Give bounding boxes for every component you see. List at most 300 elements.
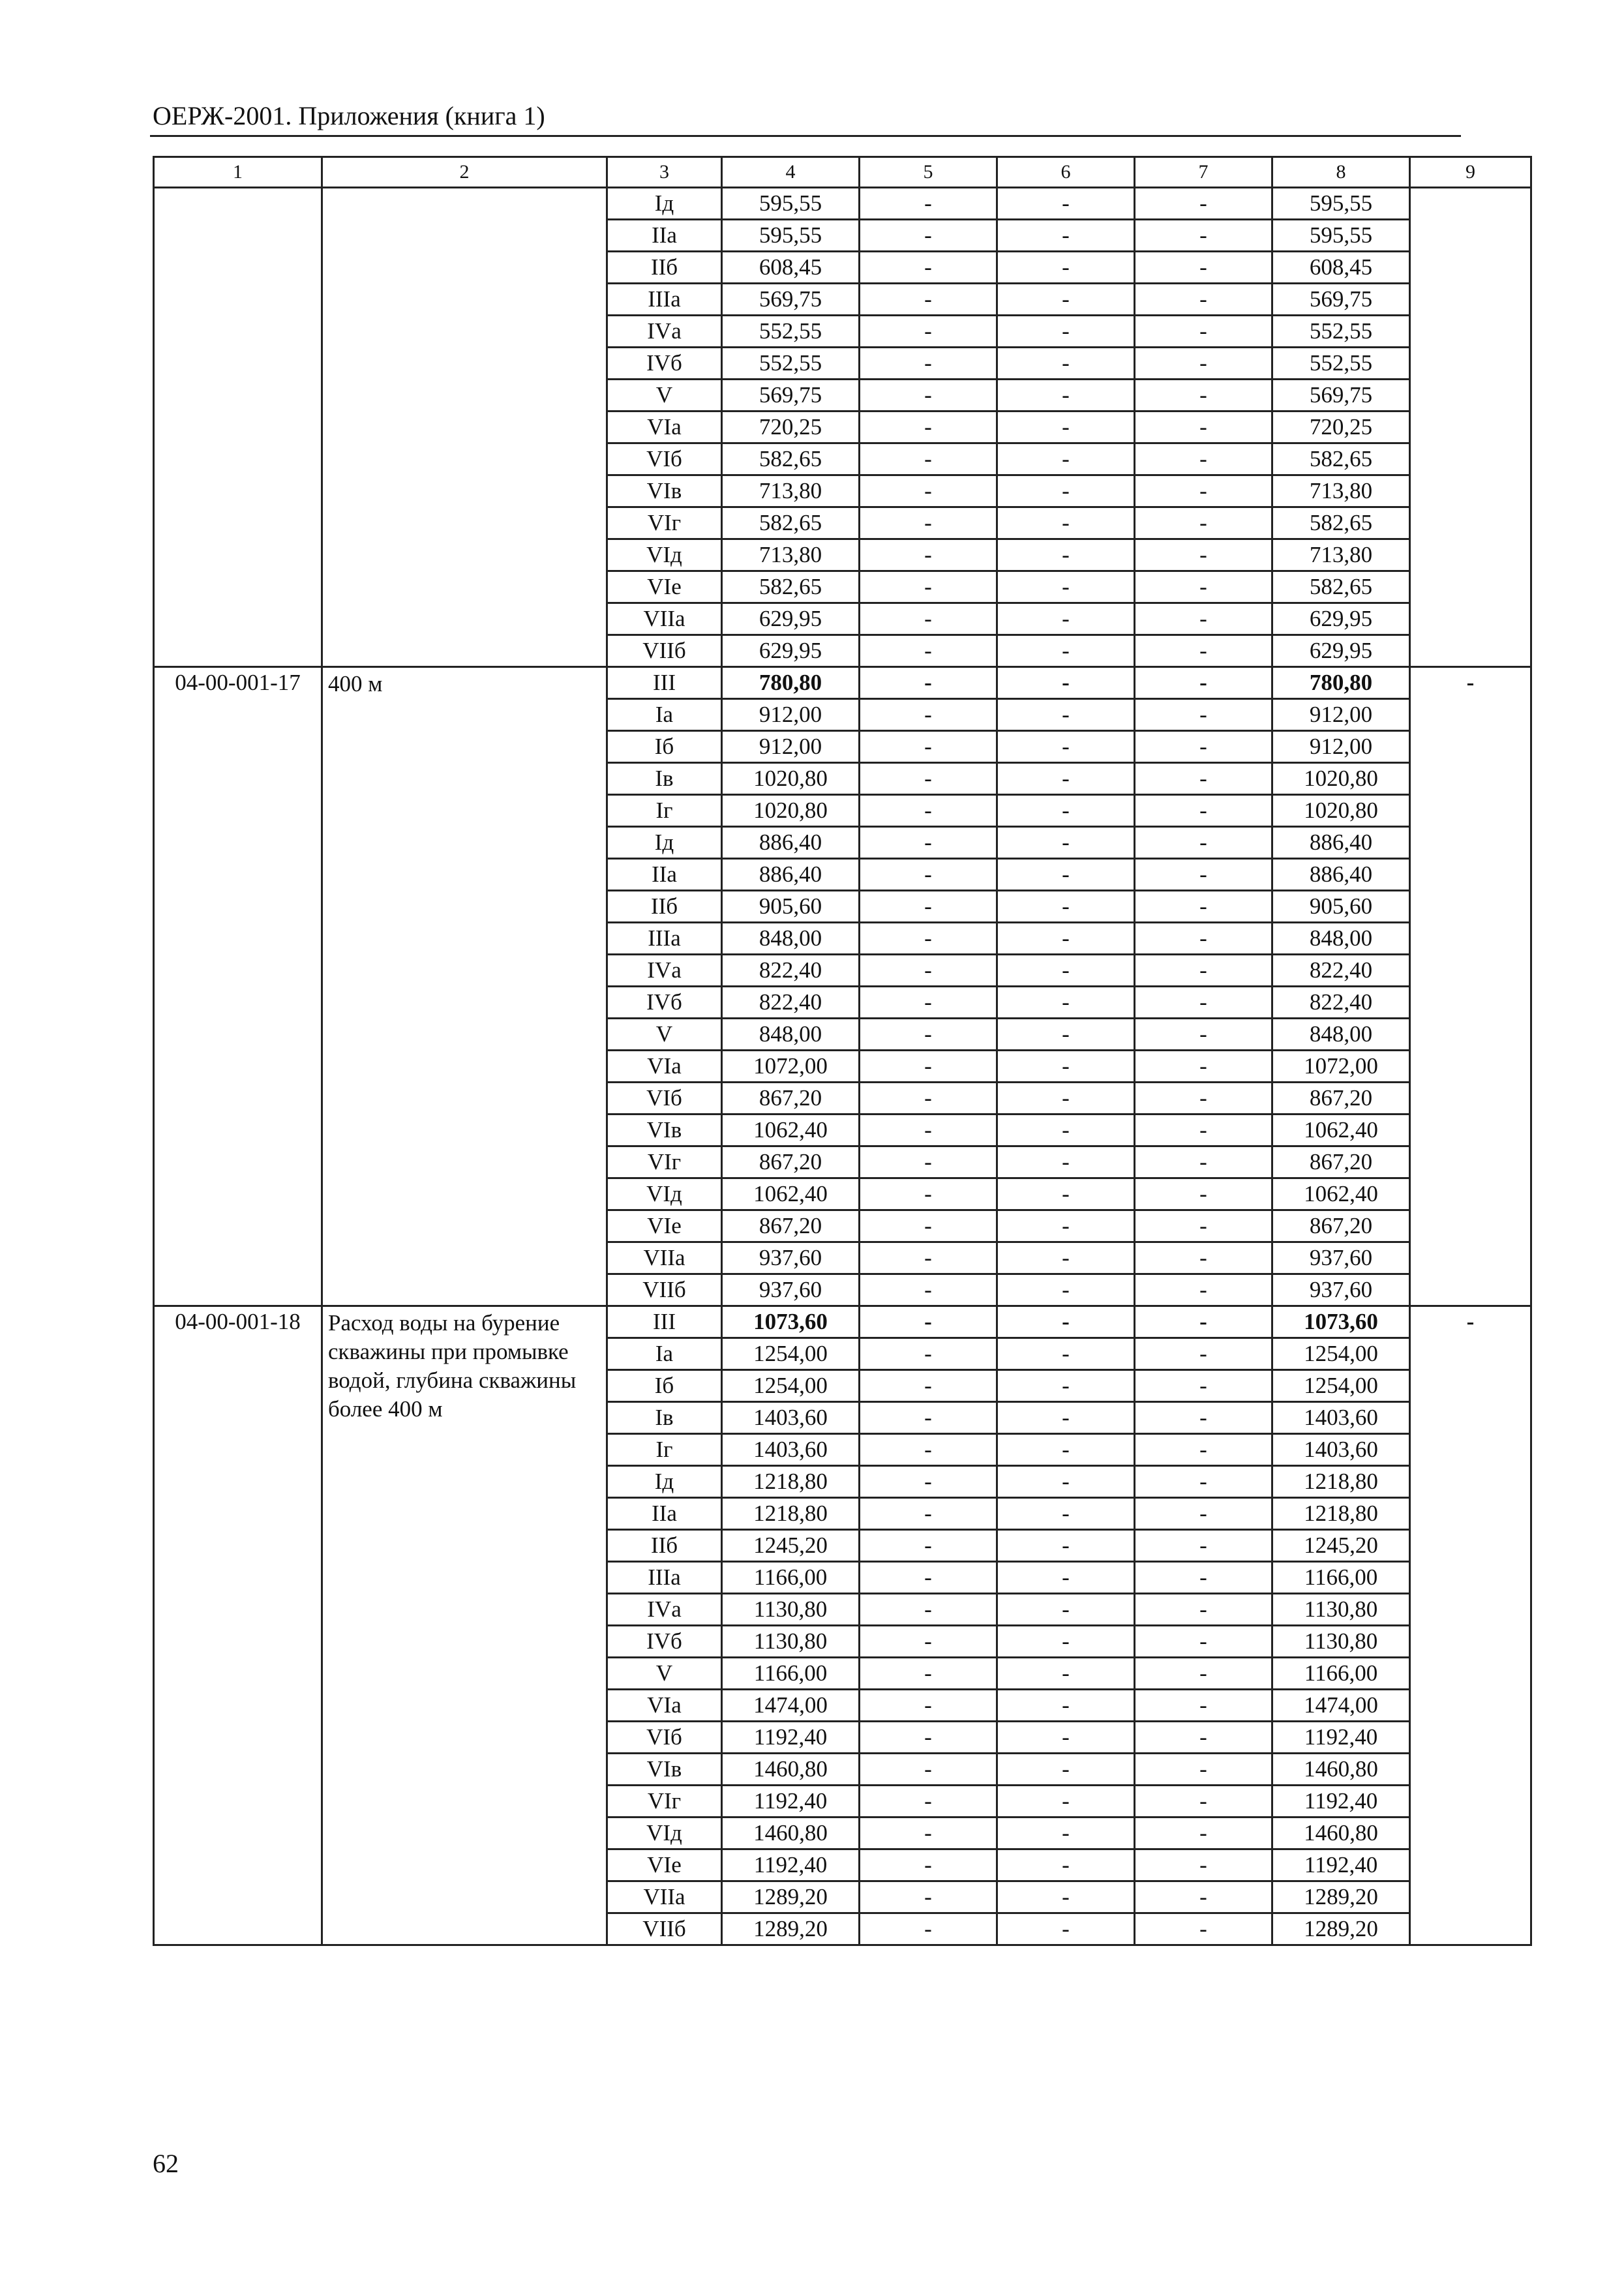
value-col7-cell: -: [1135, 923, 1272, 955]
value-col8-cell: 552,55: [1272, 316, 1410, 348]
value-col4-cell: 552,55: [722, 316, 860, 348]
zone-cell: VIIа: [607, 1242, 722, 1274]
zone-cell: VIд: [607, 1818, 722, 1849]
value-col6-cell: -: [997, 827, 1135, 859]
value-col8-cell: 1245,20: [1272, 1530, 1410, 1562]
value-col7-cell: -: [1135, 475, 1272, 507]
value-col6-cell: -: [997, 1178, 1135, 1210]
value-col8-cell: 552,55: [1272, 348, 1410, 380]
value-col8-cell: 1166,00: [1272, 1562, 1410, 1594]
value-col6-cell: -: [997, 667, 1135, 699]
value-col5-cell: -: [860, 1242, 997, 1274]
zone-cell: Iв: [607, 763, 722, 795]
value-col4-cell: 867,20: [722, 1146, 860, 1178]
rate-code-cell: [154, 188, 322, 667]
value-col5-cell: -: [860, 1466, 997, 1498]
rate-code-cell: 04-00-001-17: [154, 667, 322, 1306]
value-col8-cell: 713,80: [1272, 539, 1410, 571]
value-col8-cell: 780,80: [1272, 667, 1410, 699]
value-col7-cell: -: [1135, 699, 1272, 731]
value-col5-cell: -: [860, 1115, 997, 1146]
value-col5-cell: -: [860, 1626, 997, 1658]
value-col4-cell: 1460,80: [722, 1754, 860, 1786]
zone-cell: IIб: [607, 1530, 722, 1562]
value-col8-cell: 582,65: [1272, 571, 1410, 603]
column-number: 9: [1410, 157, 1531, 188]
value-col5-cell: -: [860, 1434, 997, 1466]
value-col7-cell: -: [1135, 1722, 1272, 1754]
value-col6-cell: -: [997, 348, 1135, 380]
value-col5-cell: -: [860, 1594, 997, 1626]
zone-cell: IIа: [607, 220, 722, 252]
column-number: 3: [607, 157, 722, 188]
value-col5-cell: -: [860, 731, 997, 763]
table-row: [154, 1306, 1531, 1338]
zone-cell: Iб: [607, 1370, 722, 1402]
value-col5-cell: -: [860, 507, 997, 539]
zone-cell: IIIа: [607, 284, 722, 316]
value-col6-cell: -: [997, 1849, 1135, 1881]
value-col4-cell: 1062,40: [722, 1115, 860, 1146]
value-col7-cell: -: [1135, 1274, 1272, 1306]
value-col6-cell: -: [997, 507, 1135, 539]
value-col4-cell: 905,60: [722, 891, 860, 923]
value-col6-cell: -: [997, 1530, 1135, 1562]
zone-cell: V: [607, 1019, 722, 1051]
zone-cell: VIе: [607, 1210, 722, 1242]
zone-cell: Iг: [607, 795, 722, 827]
value-col6-cell: -: [997, 284, 1135, 316]
value-col4-cell: 1218,80: [722, 1498, 860, 1530]
value-col5-cell: -: [860, 1498, 997, 1530]
column-number: 7: [1135, 157, 1272, 188]
rate-description-cell: [322, 188, 607, 667]
value-col8-cell: 867,20: [1272, 1083, 1410, 1115]
value-col7-cell: -: [1135, 1658, 1272, 1690]
value-col4-cell: 886,40: [722, 827, 860, 859]
value-col6-cell: -: [997, 923, 1135, 955]
value-col4-cell: 720,25: [722, 411, 860, 443]
value-col7-cell: -: [1135, 763, 1272, 795]
zone-cell: VIв: [607, 1754, 722, 1786]
value-col4-cell: 1460,80: [722, 1818, 860, 1849]
value-col5-cell: -: [860, 1370, 997, 1402]
value-col8-cell: 595,55: [1272, 220, 1410, 252]
zone-cell: VIIа: [607, 603, 722, 635]
value-col4-cell: 1245,20: [722, 1530, 860, 1562]
value-col4-cell: 886,40: [722, 859, 860, 891]
zone-cell: IVа: [607, 955, 722, 987]
value-col5-cell: -: [860, 1818, 997, 1849]
value-col7-cell: -: [1135, 1626, 1272, 1658]
value-col5-cell: -: [860, 1019, 997, 1051]
value-col6-cell: -: [997, 1913, 1135, 1945]
rate-code-cell: 04-00-001-18: [154, 1306, 322, 1945]
value-col8-cell: 720,25: [1272, 411, 1410, 443]
value-col8-cell: 848,00: [1272, 923, 1410, 955]
value-col5-cell: -: [860, 1210, 997, 1242]
value-col6-cell: -: [997, 603, 1135, 635]
value-col7-cell: -: [1135, 859, 1272, 891]
value-col7-cell: -: [1135, 380, 1272, 411]
value-col4-cell: 1166,00: [722, 1562, 860, 1594]
value-col8-cell: 886,40: [1272, 827, 1410, 859]
value-col6-cell: -: [997, 443, 1135, 475]
value-col6-cell: -: [997, 763, 1135, 795]
rate-description-cell: 400 м: [322, 667, 607, 1306]
value-col8-cell: 1072,00: [1272, 1051, 1410, 1083]
value-col7-cell: -: [1135, 795, 1272, 827]
value-col7-cell: -: [1135, 827, 1272, 859]
zone-cell: Iб: [607, 731, 722, 763]
value-col4-cell: 1254,00: [722, 1338, 860, 1370]
value-col7-cell: -: [1135, 987, 1272, 1019]
value-col7-cell: -: [1135, 1690, 1272, 1722]
zone-cell: IVб: [607, 348, 722, 380]
value-col5-cell: -: [860, 1402, 997, 1434]
value-col4-cell: 629,95: [722, 603, 860, 635]
zone-cell: IVа: [607, 1594, 722, 1626]
value-col8-cell: 569,75: [1272, 284, 1410, 316]
value-col7-cell: -: [1135, 603, 1272, 635]
value-col4-cell: 1218,80: [722, 1466, 860, 1498]
document-header-title: ОЕРЖ-2001. Приложения (книга 1): [153, 101, 545, 130]
value-col7-cell: -: [1135, 1434, 1272, 1466]
value-col8-cell: 1218,80: [1272, 1466, 1410, 1498]
value-col4-cell: 867,20: [722, 1083, 860, 1115]
value-col5-cell: -: [860, 1881, 997, 1913]
value-col6-cell: -: [997, 1115, 1135, 1146]
value-col6-cell: -: [997, 1370, 1135, 1402]
value-col5-cell: -: [860, 1530, 997, 1562]
value-col6-cell: -: [997, 1274, 1135, 1306]
value-col4-cell: 1130,80: [722, 1626, 860, 1658]
value-col9-cell: [1410, 188, 1531, 667]
zone-cell: IIа: [607, 1498, 722, 1530]
zone-cell: VIв: [607, 475, 722, 507]
value-col5-cell: -: [860, 411, 997, 443]
value-col4-cell: 1166,00: [722, 1658, 860, 1690]
value-col7-cell: -: [1135, 507, 1272, 539]
value-col8-cell: 1218,80: [1272, 1498, 1410, 1530]
value-col8-cell: 1460,80: [1272, 1818, 1410, 1849]
value-col7-cell: -: [1135, 1818, 1272, 1849]
value-col7-cell: -: [1135, 1754, 1272, 1786]
value-col5-cell: -: [860, 571, 997, 603]
value-col8-cell: 886,40: [1272, 859, 1410, 891]
value-col6-cell: -: [997, 380, 1135, 411]
zone-cell: Iа: [607, 1338, 722, 1370]
zone-cell: VIа: [607, 1690, 722, 1722]
value-col8-cell: 1289,20: [1272, 1881, 1410, 1913]
value-col5-cell: -: [860, 1338, 997, 1370]
page-number: 62: [153, 2149, 179, 2178]
value-col5-cell: -: [860, 1306, 997, 1338]
value-col6-cell: -: [997, 1338, 1135, 1370]
value-col4-cell: 713,80: [722, 475, 860, 507]
zone-cell: IVб: [607, 987, 722, 1019]
value-col6-cell: -: [997, 1019, 1135, 1051]
value-col7-cell: -: [1135, 955, 1272, 987]
value-col4-cell: 848,00: [722, 1019, 860, 1051]
zone-cell: V: [607, 1658, 722, 1690]
value-col5-cell: -: [860, 795, 997, 827]
value-col4-cell: 629,95: [722, 635, 860, 667]
value-col4-cell: 1020,80: [722, 763, 860, 795]
value-col9-cell: -: [1410, 667, 1531, 1306]
value-col4-cell: 552,55: [722, 348, 860, 380]
value-col7-cell: -: [1135, 284, 1272, 316]
value-col8-cell: 1020,80: [1272, 795, 1410, 827]
value-col8-cell: 595,55: [1272, 188, 1410, 220]
value-col4-cell: 1289,20: [722, 1913, 860, 1945]
value-col4-cell: 822,40: [722, 987, 860, 1019]
value-col8-cell: 1062,40: [1272, 1115, 1410, 1146]
value-col6-cell: -: [997, 1083, 1135, 1115]
value-col4-cell: 848,00: [722, 923, 860, 955]
value-col7-cell: -: [1135, 1178, 1272, 1210]
value-col7-cell: -: [1135, 731, 1272, 763]
value-col7-cell: -: [1135, 1370, 1272, 1402]
zone-cell: VIд: [607, 539, 722, 571]
value-col8-cell: 1192,40: [1272, 1786, 1410, 1818]
value-col6-cell: -: [997, 955, 1135, 987]
value-col5-cell: -: [860, 1146, 997, 1178]
zone-cell: Iд: [607, 1466, 722, 1498]
value-col7-cell: -: [1135, 1594, 1272, 1626]
value-col8-cell: 1192,40: [1272, 1849, 1410, 1881]
value-col8-cell: 822,40: [1272, 955, 1410, 987]
value-col5-cell: -: [860, 443, 997, 475]
zone-cell: VIг: [607, 1146, 722, 1178]
value-col8-cell: 912,00: [1272, 731, 1410, 763]
column-number: 1: [154, 157, 322, 188]
value-col5-cell: -: [860, 188, 997, 220]
value-col8-cell: 1166,00: [1272, 1658, 1410, 1690]
value-col9-cell: -: [1410, 1306, 1531, 1945]
value-col7-cell: -: [1135, 1146, 1272, 1178]
table-row: [154, 667, 1531, 699]
zone-cell: VIIб: [607, 1274, 722, 1306]
value-col4-cell: 1289,20: [722, 1881, 860, 1913]
zone-cell: VIб: [607, 1083, 722, 1115]
value-col6-cell: -: [997, 1498, 1135, 1530]
value-col4-cell: 912,00: [722, 699, 860, 731]
value-col6-cell: -: [997, 1722, 1135, 1754]
value-col4-cell: 780,80: [722, 667, 860, 699]
zone-cell: VIг: [607, 1786, 722, 1818]
zone-cell: VIб: [607, 443, 722, 475]
zone-cell: IVа: [607, 316, 722, 348]
value-col6-cell: -: [997, 1881, 1135, 1913]
value-col5-cell: -: [860, 987, 997, 1019]
value-col5-cell: -: [860, 1913, 997, 1945]
value-col7-cell: -: [1135, 316, 1272, 348]
value-col5-cell: -: [860, 1178, 997, 1210]
value-col5-cell: -: [860, 891, 997, 923]
value-col6-cell: -: [997, 571, 1135, 603]
value-col5-cell: -: [860, 955, 997, 987]
value-col8-cell: 867,20: [1272, 1146, 1410, 1178]
value-col6-cell: -: [997, 987, 1135, 1019]
value-col4-cell: 582,65: [722, 507, 860, 539]
value-col8-cell: 937,60: [1272, 1242, 1410, 1274]
value-col8-cell: 867,20: [1272, 1210, 1410, 1242]
value-col6-cell: -: [997, 1051, 1135, 1083]
zone-cell: VIа: [607, 1051, 722, 1083]
value-col6-cell: -: [997, 1402, 1135, 1434]
value-col7-cell: -: [1135, 1083, 1272, 1115]
value-col6-cell: -: [997, 220, 1135, 252]
value-col5-cell: -: [860, 252, 997, 284]
zone-cell: V: [607, 380, 722, 411]
value-col8-cell: 1073,60: [1272, 1306, 1410, 1338]
value-col7-cell: -: [1135, 1913, 1272, 1945]
rate-description-cell: Расход воды на бурение скважины при промывке водой, глубина скважины более 400 м: [322, 1306, 607, 1945]
value-col8-cell: 629,95: [1272, 603, 1410, 635]
value-col6-cell: -: [997, 1242, 1135, 1274]
zone-cell: VIв: [607, 1115, 722, 1146]
zone-cell: IIIа: [607, 1562, 722, 1594]
zone-cell: Iд: [607, 827, 722, 859]
value-col7-cell: -: [1135, 667, 1272, 699]
column-number: 5: [860, 157, 997, 188]
value-col5-cell: -: [860, 475, 997, 507]
value-col8-cell: 1130,80: [1272, 1626, 1410, 1658]
value-col6-cell: -: [997, 635, 1135, 667]
value-col6-cell: -: [997, 699, 1135, 731]
value-col6-cell: -: [997, 411, 1135, 443]
value-col5-cell: -: [860, 1754, 997, 1786]
value-col6-cell: -: [997, 731, 1135, 763]
value-col4-cell: 1474,00: [722, 1690, 860, 1722]
value-col5-cell: -: [860, 1849, 997, 1881]
value-col8-cell: 1403,60: [1272, 1434, 1410, 1466]
value-col5-cell: -: [860, 1786, 997, 1818]
value-col8-cell: 937,60: [1272, 1274, 1410, 1306]
value-col4-cell: 608,45: [722, 252, 860, 284]
value-col8-cell: 1254,00: [1272, 1338, 1410, 1370]
value-col7-cell: -: [1135, 220, 1272, 252]
value-col6-cell: -: [997, 1626, 1135, 1658]
value-col7-cell: -: [1135, 188, 1272, 220]
zone-cell: VIIб: [607, 635, 722, 667]
value-col8-cell: 1403,60: [1272, 1402, 1410, 1434]
value-col5-cell: -: [860, 1083, 997, 1115]
value-col6-cell: -: [997, 1818, 1135, 1849]
zone-cell: VIIб: [607, 1913, 722, 1945]
value-col4-cell: 569,75: [722, 380, 860, 411]
value-col7-cell: -: [1135, 891, 1272, 923]
rates-table-body: [154, 157, 1531, 1945]
zone-cell: VIе: [607, 1849, 722, 1881]
zone-cell: IIб: [607, 252, 722, 284]
value-col5-cell: -: [860, 923, 997, 955]
value-col6-cell: -: [997, 1690, 1135, 1722]
value-col7-cell: -: [1135, 252, 1272, 284]
value-col5-cell: -: [860, 763, 997, 795]
value-col7-cell: -: [1135, 1498, 1272, 1530]
value-col4-cell: 1192,40: [722, 1849, 860, 1881]
value-col4-cell: 1192,40: [722, 1786, 860, 1818]
rates-table: [153, 156, 1532, 1946]
value-col7-cell: -: [1135, 1306, 1272, 1338]
value-col8-cell: 1460,80: [1272, 1754, 1410, 1786]
value-col7-cell: -: [1135, 1849, 1272, 1881]
value-col7-cell: -: [1135, 443, 1272, 475]
value-col6-cell: -: [997, 475, 1135, 507]
zone-cell: VIб: [607, 1722, 722, 1754]
value-col6-cell: -: [997, 1658, 1135, 1690]
value-col6-cell: -: [997, 1786, 1135, 1818]
value-col7-cell: -: [1135, 1466, 1272, 1498]
value-col7-cell: -: [1135, 1115, 1272, 1146]
column-number: 4: [722, 157, 860, 188]
value-col5-cell: -: [860, 827, 997, 859]
value-col6-cell: -: [997, 1754, 1135, 1786]
value-col8-cell: 1192,40: [1272, 1722, 1410, 1754]
zone-cell: VIа: [607, 411, 722, 443]
column-number: 2: [322, 157, 607, 188]
value-col8-cell: 1020,80: [1272, 763, 1410, 795]
zone-cell: VIг: [607, 507, 722, 539]
value-col5-cell: -: [860, 1690, 997, 1722]
zone-cell: IVб: [607, 1626, 722, 1658]
value-col6-cell: -: [997, 795, 1135, 827]
value-col6-cell: -: [997, 1594, 1135, 1626]
value-col6-cell: -: [997, 1434, 1135, 1466]
value-col4-cell: 1073,60: [722, 1306, 860, 1338]
value-col5-cell: -: [860, 380, 997, 411]
value-col4-cell: 1403,60: [722, 1434, 860, 1466]
value-col8-cell: 582,65: [1272, 443, 1410, 475]
value-col5-cell: -: [860, 859, 997, 891]
value-col7-cell: -: [1135, 1402, 1272, 1434]
zone-cell: Iв: [607, 1402, 722, 1434]
value-col5-cell: -: [860, 1051, 997, 1083]
value-col8-cell: 905,60: [1272, 891, 1410, 923]
value-col4-cell: 582,65: [722, 571, 860, 603]
value-col6-cell: -: [997, 859, 1135, 891]
zone-cell: IIIа: [607, 923, 722, 955]
value-col5-cell: -: [860, 220, 997, 252]
value-col8-cell: 1474,00: [1272, 1690, 1410, 1722]
value-col7-cell: -: [1135, 1530, 1272, 1562]
value-col5-cell: -: [860, 539, 997, 571]
value-col7-cell: -: [1135, 411, 1272, 443]
value-col4-cell: 1130,80: [722, 1594, 860, 1626]
value-col7-cell: -: [1135, 1051, 1272, 1083]
value-col4-cell: 569,75: [722, 284, 860, 316]
column-number: 6: [997, 157, 1135, 188]
value-col6-cell: -: [997, 188, 1135, 220]
value-col5-cell: -: [860, 635, 997, 667]
value-col6-cell: -: [997, 1466, 1135, 1498]
value-col4-cell: 1020,80: [722, 795, 860, 827]
value-col6-cell: -: [997, 539, 1135, 571]
zone-cell: III: [607, 1306, 722, 1338]
value-col6-cell: -: [997, 1210, 1135, 1242]
value-col7-cell: -: [1135, 571, 1272, 603]
value-col5-cell: -: [860, 699, 997, 731]
value-col4-cell: 1072,00: [722, 1051, 860, 1083]
value-col7-cell: -: [1135, 1786, 1272, 1818]
value-col7-cell: -: [1135, 539, 1272, 571]
value-col7-cell: -: [1135, 635, 1272, 667]
value-col4-cell: 867,20: [722, 1210, 860, 1242]
column-number-row: [154, 157, 1531, 188]
value-col7-cell: -: [1135, 1881, 1272, 1913]
